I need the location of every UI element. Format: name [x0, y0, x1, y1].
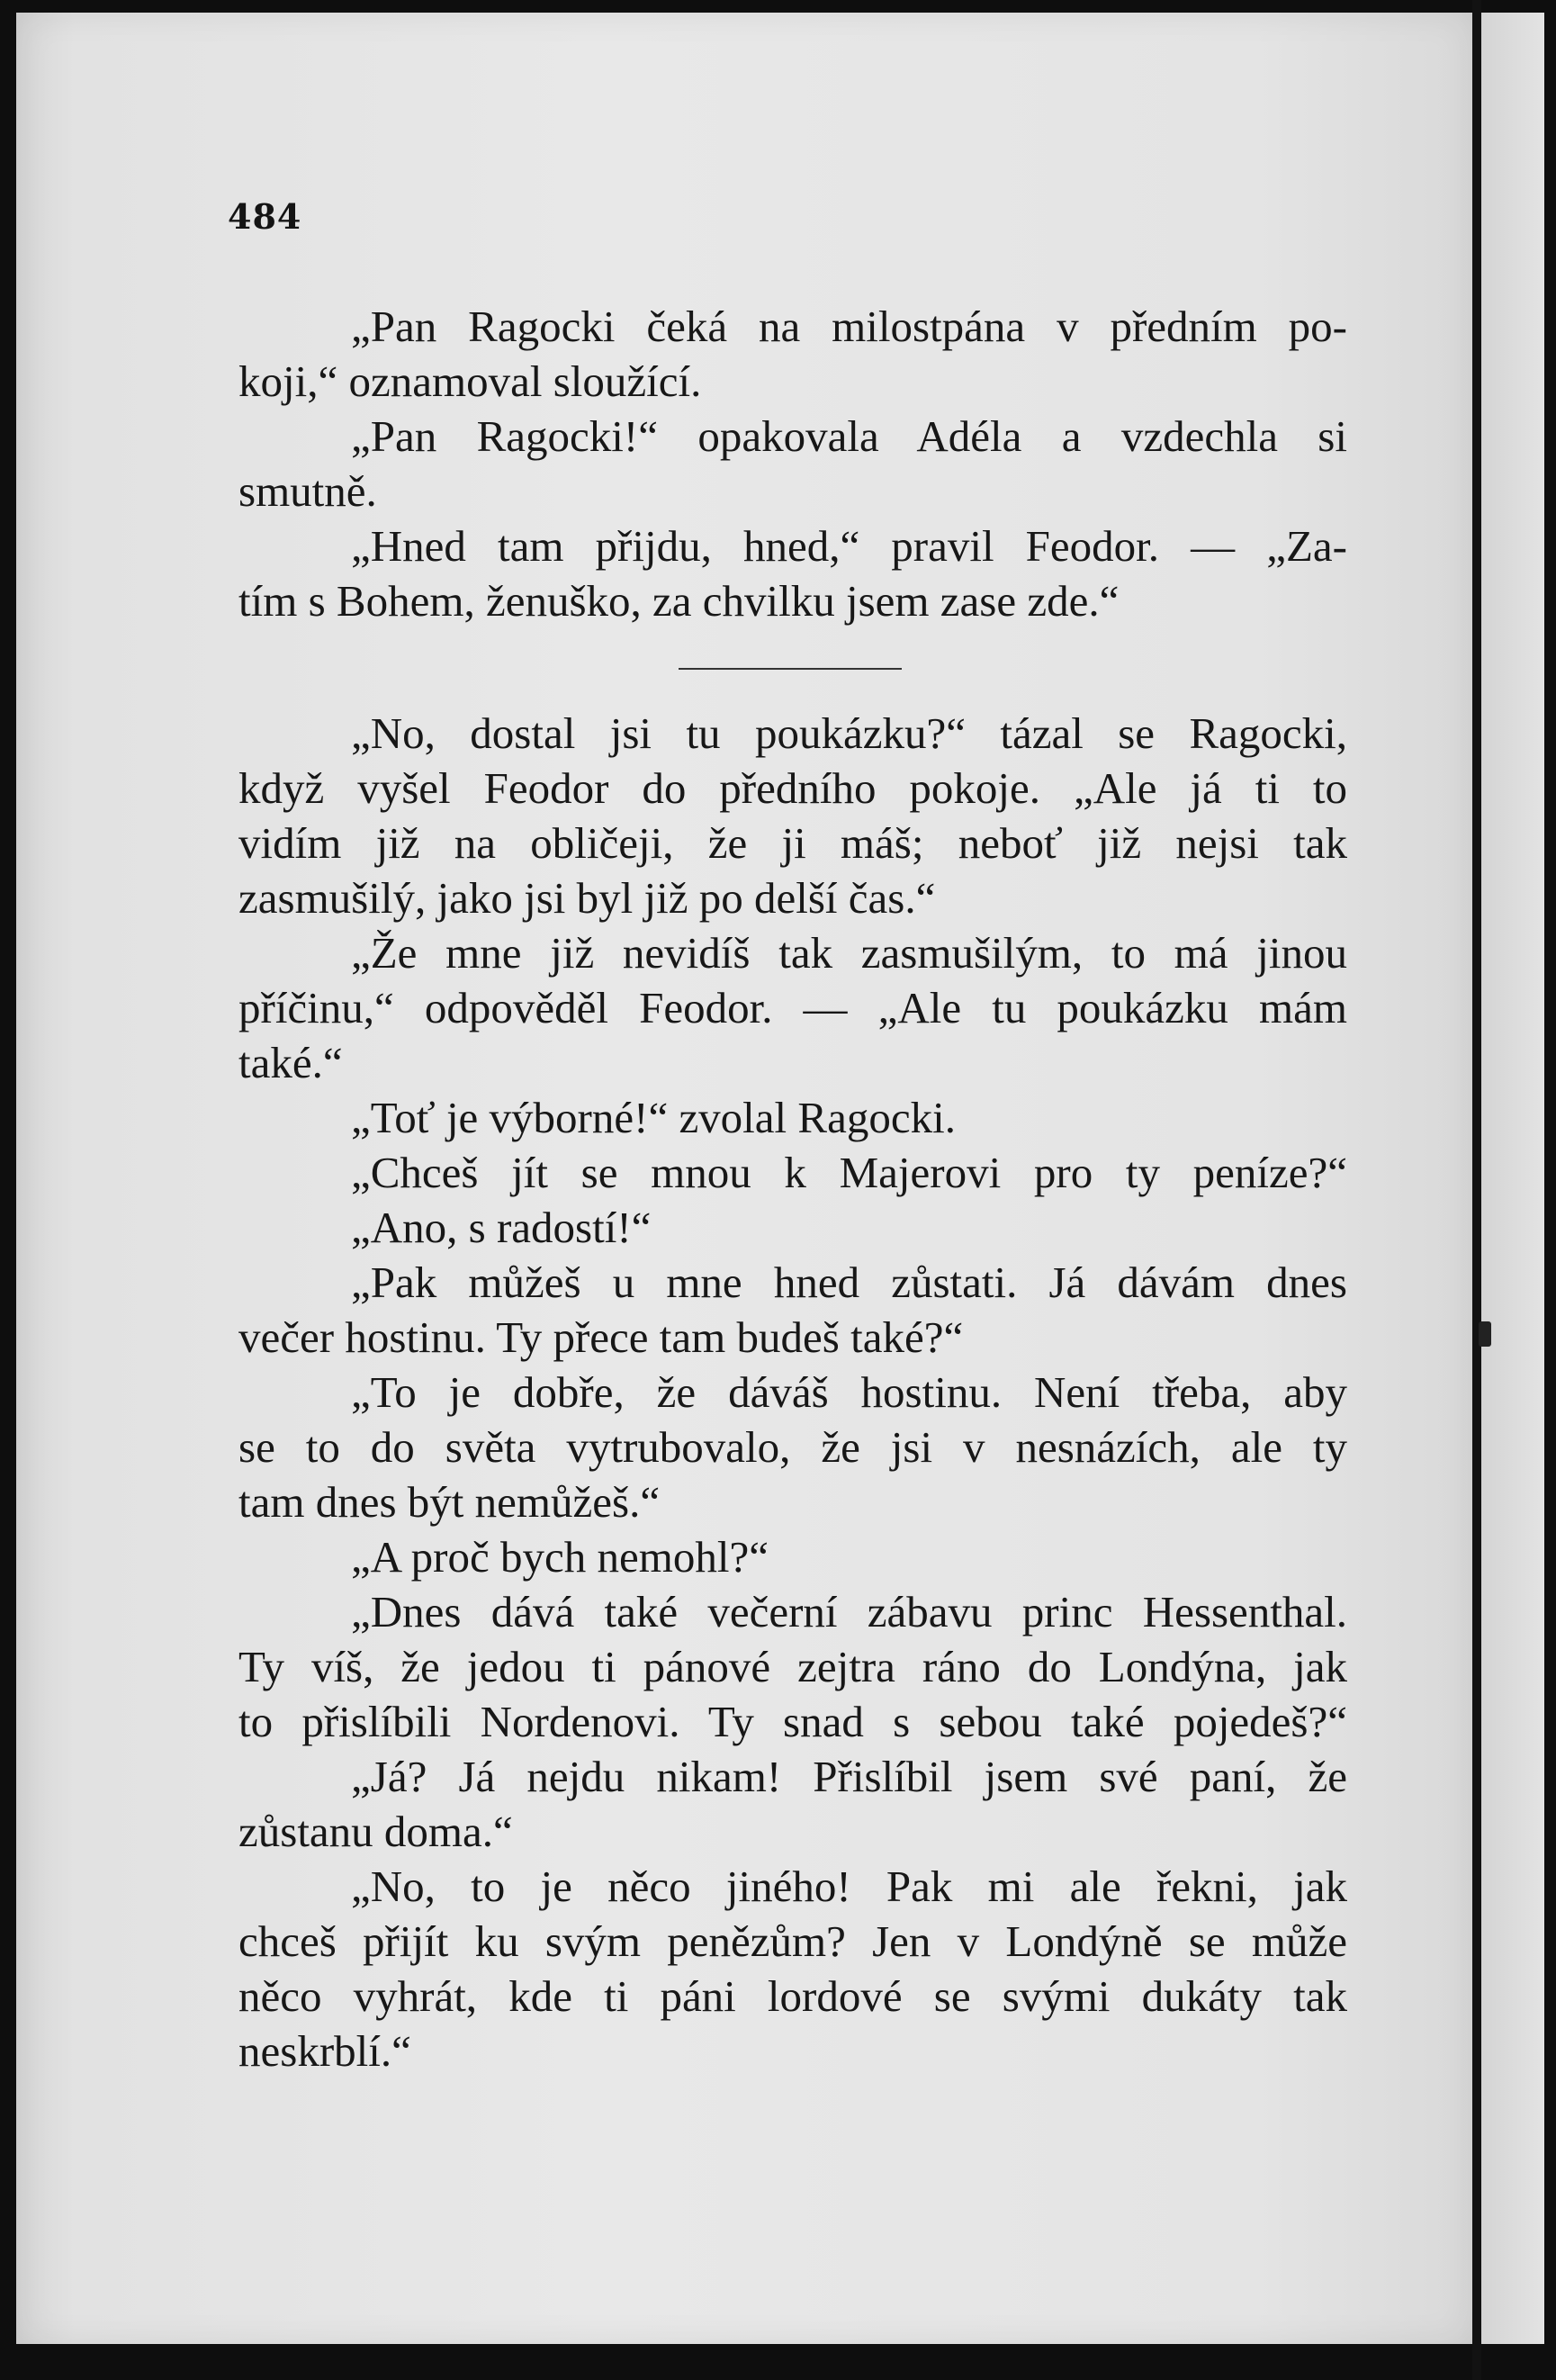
text-line: „Chceš jít se mnou k Majerovi pro ty peníze?“	[351, 1148, 1347, 1197]
text-line: koji,“ oznamoval sloužící.	[238, 356, 702, 406]
text-line: „Ano, s radostí!“	[351, 1203, 652, 1252]
text-line: když vyšel Feodor do předního pokoje. „Ale já ti to	[238, 763, 1347, 813]
text-line: příčinu,“ odpověděl Feodor. — „Ale tu poukázku mám	[238, 983, 1347, 1032]
text-line: zasmušilý, jako jsi byl již po delší čas.“	[238, 873, 936, 923]
text-line: zůstanu doma.“	[238, 1807, 513, 1856]
text-line: „Hned tam přijdu, hned,“ pravil Feodor. — „Za-	[351, 521, 1347, 571]
text-line: „Pan Ragocki!“ opakovala Adéla a vzdechla si	[351, 411, 1347, 461]
text-line: smutně.	[238, 466, 377, 516]
text-line: „Já? Já nejdu nikam! Přislíbil jsem své paní, že	[351, 1752, 1347, 1801]
text-line: tam dnes být nemůžeš.“	[238, 1477, 661, 1527]
text-line: chceš přijít ku svým penězům? Jen v Londýně se může	[238, 1916, 1347, 1966]
text-line: „Dnes dává také večerní zábavu princ Hessenthal.	[351, 1587, 1347, 1636]
text-line: „No, dostal jsi tu poukázku?“ tázal se Ragocki,	[351, 708, 1347, 758]
text-line: neskrblí.“	[238, 2026, 411, 2076]
section-divider	[679, 668, 902, 670]
text-line: „Že mne již nevidíš tak zasmušilým, to má jinou	[351, 928, 1347, 978]
text-line: „A proč bych nemohl?“	[351, 1532, 769, 1582]
text-line: to přislíbili Nordenovi. Ty snad s sebou také pojedeš?“	[238, 1697, 1347, 1746]
text-line: tím s Bohem, ženuško, za chvilku jsem zase zde.“	[238, 576, 1120, 626]
text-line: „Pan Ragocki čeká na milostpána v předním po-	[351, 302, 1347, 351]
text-line: se to do světa vytrubovalo, že jsi v nesnázích, ale ty	[238, 1422, 1347, 1472]
text-line: vidím již na obličeji, že ji máš; neboť již nejsi tak	[238, 818, 1347, 868]
adjacent-page-edge	[1481, 13, 1544, 2344]
text-line: „Pak můžeš u mne hned zůstati. Já dávám dnes	[351, 1258, 1347, 1307]
text-line: něco vyhrát, kde ti páni lordové se svými dukáty tak	[238, 1971, 1347, 2021]
page-number: 484	[228, 196, 302, 237]
scan-mark	[1479, 1321, 1491, 1347]
text-line: „No, to je něco jiného! Pak mi ale řekni, jak	[351, 1862, 1347, 1911]
text-line: večer hostinu. Ty přece tam budeš také?“	[238, 1312, 964, 1362]
page-gutter	[1472, 0, 1481, 2380]
text-line: „Toť je výborné!“ zvolal Ragocki.	[351, 1093, 956, 1142]
text-line: „To je dobře, že dáváš hostinu. Není třeba, aby	[351, 1367, 1347, 1417]
text-line: také.“	[238, 1038, 343, 1087]
body-text	[238, 299, 1347, 2078]
text-line: Ty víš, že jedou ti pánové zejtra ráno do Londýna, jak	[238, 1642, 1347, 1691]
